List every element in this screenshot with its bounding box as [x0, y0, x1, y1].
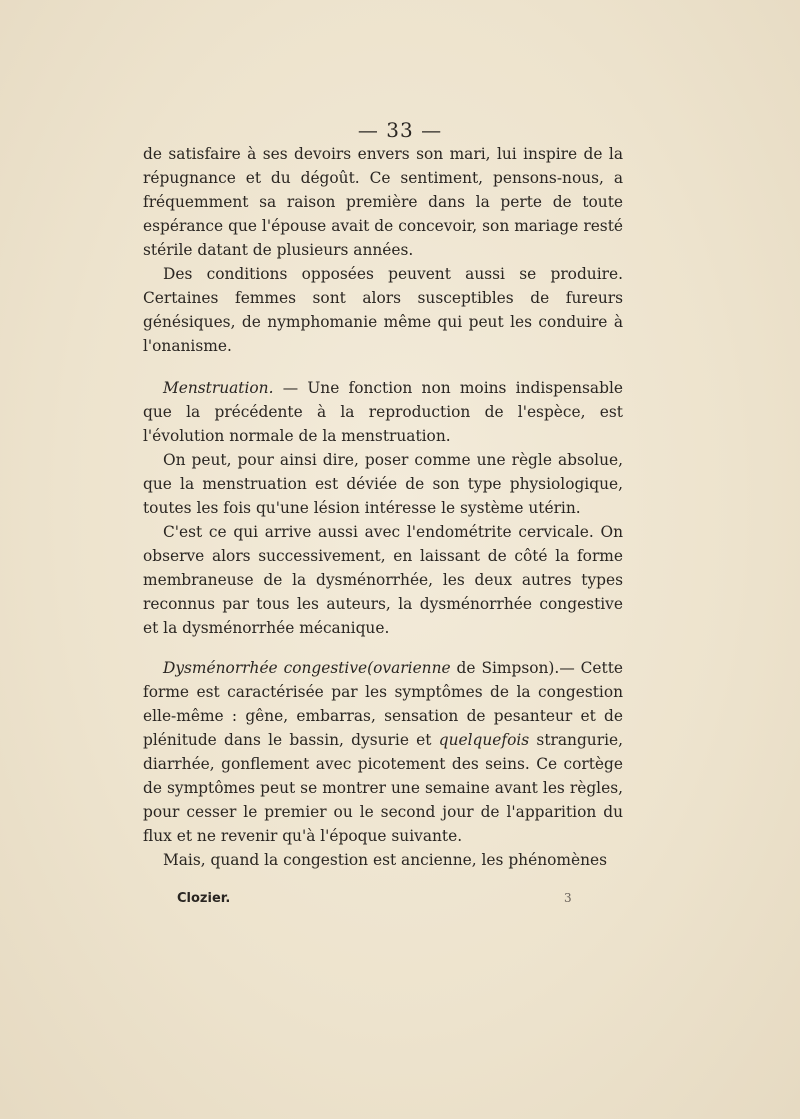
paragraph-text-continued: strangurie, diarrhée, gonflement avec picotement des seins. Ce cortège de symptômes peut se montrer une semaine avant les règles, pour cesser le premier ou le second jour de l'apparition du flux et ne revenir qu'à l'époque suivante. — [143, 731, 623, 845]
paragraph — [143, 142, 623, 262]
emphasis-text: quelquefois — [438, 731, 530, 749]
paragraph-text: — Une fonction non moins indispensable que la précédente à la reproduction de l'espèce, est l'évolution normale de la menstruation. — [143, 379, 623, 445]
paragraph — [143, 448, 623, 520]
paragraph-text: On peut, pour ainsi dire, poser comme une règle absolue, que la menstruation est déviée de son type physiologique, toutes les fois qu'une lésion intéresse le système utérin. — [143, 451, 623, 517]
signature-number: 3 — [564, 891, 572, 905]
signature-mark: Clozier. — [177, 891, 231, 906]
section-paragraph-menstruation — [143, 376, 623, 448]
body-text — [143, 142, 623, 872]
paragraph-text: de satisfaire à ses devoirs envers son mari, lui inspire de la répugnance et du dégoût. Ce sentiment, pensons-nous, a fréquemment sa raison première dans la perte de toute espérance que l'épouse avait de concevoir, son mariage resté stérile datant de plusieurs années. — [143, 145, 623, 259]
section-paragraph-dysmenorrhee — [143, 656, 623, 848]
paragraph — [143, 520, 623, 640]
paragraph — [143, 848, 623, 872]
paragraph — [143, 262, 623, 358]
paragraph-text: de Simpson).— Cette forme est caractérisée par les symptômes de la congestion elle-même : gêne, embarras, sensation de pesanteur et de plénitude dans le bassin, dysurie et — [143, 659, 624, 749]
section-heading: Menstruation. — [163, 379, 274, 397]
section-heading: Dysménorrhée congestive(ovarienne — [163, 659, 451, 677]
paragraph-text: Des conditions opposées peuvent aussi se produire. Certaines femmes sont alors susceptibles de fureurs génésiques, de nymphomanie même qui peut les conduire à l'onanisme. — [143, 265, 623, 355]
page-number: — 33 — — [357, 118, 443, 142]
paragraph-text: Mais, quand la congestion est ancienne, les phénomènes — [163, 851, 607, 869]
paragraph-text: C'est ce qui arrive aussi avec l'endométrite cervicale. On observe alors successivement, en laissant de côté la forme membraneuse de la dysménorrhée, les deux autres types reconnus par tous les auteurs, la dysménorrhée congestive et la dysménorrhée mécanique. — [143, 523, 623, 637]
